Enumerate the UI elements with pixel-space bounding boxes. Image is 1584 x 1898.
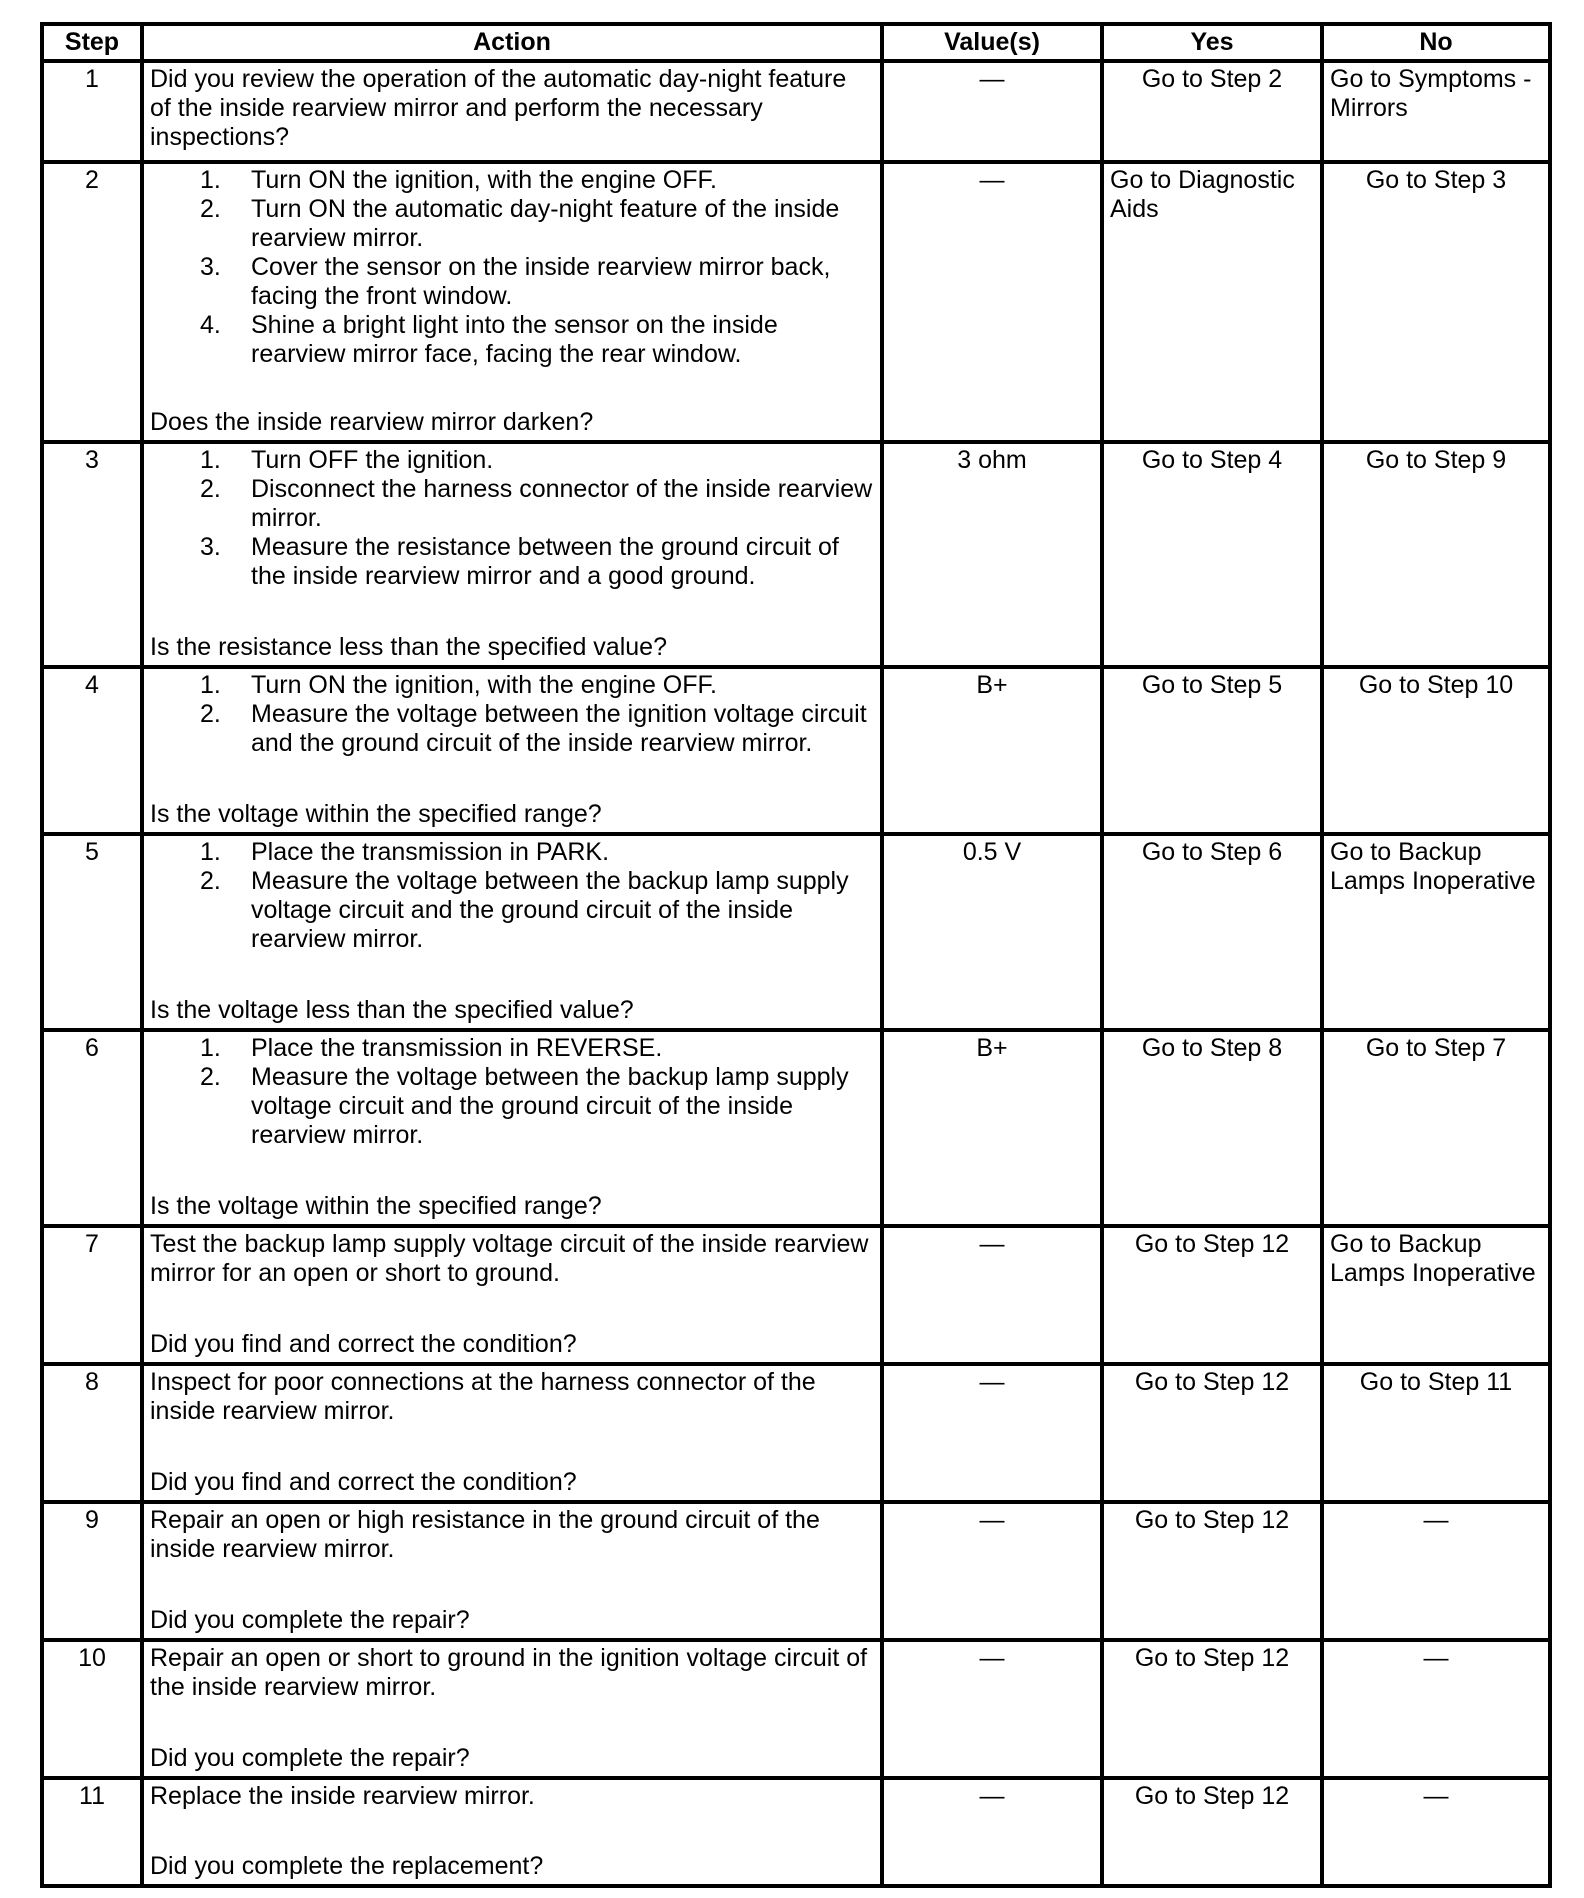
no-cell: Go to Symptoms - Mirrors [1322,61,1550,162]
action-question: Is the resistance less than the specified value? [150,633,667,661]
action-text: Did you review the operation of the automatic day-night feature of the inside rearview mirror and perform the necessary inspections? [150,65,847,151]
header-row [42,24,1550,61]
no-cell: — [1322,1778,1550,1886]
action-steps [150,1034,874,1150]
no-cell: Go to Backup Lamps Inoperative [1322,834,1550,1030]
table-row [42,1226,1550,1364]
action-steps [150,166,874,369]
yes-cell: Go to Step 12 [1102,1502,1322,1640]
action-step: 1. Place the transmission in REVERSE. [200,1034,663,1062]
action-step: 1. Turn ON the ignition, with the engine OFF. [200,166,717,194]
action-cell [142,1364,882,1502]
table-row [42,1030,1550,1226]
action-question: Did you complete the repair? [150,1606,470,1634]
action-text: Repair an open or short to ground in the ignition voltage circuit of the inside rearview mirror. [150,1644,868,1701]
action-question: Did you find and correct the condition? [150,1468,577,1496]
header-values: Value(s) [882,24,1102,61]
header-action: Action [142,24,882,61]
action-text: Inspect for poor connections at the harness connector of the inside rearview mirror. [150,1368,816,1425]
action-cell [142,1778,882,1886]
action-step: 3. Cover the sensor on the inside rearview mirror back, facing the front window. [200,253,831,310]
no-cell: — [1322,1502,1550,1640]
action-steps [150,446,874,591]
table-row [42,1364,1550,1502]
step-number: 10 [42,1640,142,1778]
action-text: Test the backup lamp supply voltage circuit of the inside rearview mirror for an open or short to ground. [150,1230,869,1287]
step-number: 6 [42,1030,142,1226]
table-row [42,667,1550,834]
action-question: Is the voltage within the specified range? [150,1192,602,1220]
action-steps [150,671,874,758]
value-cell: — [882,1640,1102,1778]
action-question: Does the inside rearview mirror darken? [150,408,594,436]
no-cell: Go to Step 10 [1322,667,1550,834]
step-number: 9 [42,1502,142,1640]
table-row [42,61,1550,162]
action-step: 2. Disconnect the harness connector of the inside rearview mirror. [200,475,873,532]
action-step: 1. Turn OFF the ignition. [200,446,494,474]
no-cell: — [1322,1640,1550,1778]
yes-cell: Go to Step 2 [1102,61,1322,162]
step-number: 5 [42,834,142,1030]
no-cell: Go to Step 9 [1322,442,1550,667]
action-cell [142,1640,882,1778]
table-row [42,834,1550,1030]
action-step: 4. Shine a bright light into the sensor on the inside rearview mirror face, facing the rear window. [200,311,778,368]
action-text: Replace the inside rearview mirror. [150,1782,535,1810]
step-number: 1 [42,61,142,162]
action-question: Is the voltage less than the specified value? [150,996,634,1024]
yes-cell: Go to Step 8 [1102,1030,1322,1226]
table-row [42,162,1550,442]
table-row [42,1502,1550,1640]
value-cell: — [882,1778,1102,1886]
action-cell [142,1030,882,1226]
table-row [42,442,1550,667]
action-step: 2. Turn ON the automatic day-night feature of the inside rearview mirror. [200,195,840,252]
action-cell [142,442,882,667]
yes-cell: Go to Step 6 [1102,834,1322,1030]
action-cell [142,1502,882,1640]
value-cell: — [882,61,1102,162]
header-yes: Yes [1102,24,1322,61]
action-cell [142,667,882,834]
yes-cell: Go to Step 12 [1102,1364,1322,1502]
action-step: 3. Measure the resistance between the ground circuit of the inside rearview mirror and a good ground. [200,533,839,590]
step-number: 8 [42,1364,142,1502]
no-cell: Go to Backup Lamps Inoperative [1322,1226,1550,1364]
action-step: 2. Measure the voltage between the backup lamp supply voltage circuit and the ground circuit of the inside rearview mirror. [200,1063,849,1149]
value-cell: B+ [882,667,1102,834]
diagnostic-table [40,22,1552,1888]
action-question: Did you complete the repair? [150,1744,470,1772]
action-question: Did you complete the replacement? [150,1852,544,1880]
action-cell [142,1226,882,1364]
step-number: 7 [42,1226,142,1364]
action-question: Is the voltage within the specified range? [150,800,602,828]
step-number: 3 [42,442,142,667]
yes-cell: Go to Step 12 [1102,1778,1322,1886]
action-step: 2. Measure the voltage between the backup lamp supply voltage circuit and the ground circuit of the inside rearview mirror. [200,867,849,953]
action-question: Did you find and correct the condition? [150,1330,577,1358]
yes-cell: Go to Diagnostic Aids [1102,162,1322,442]
no-cell: Go to Step 3 [1322,162,1550,442]
table-row [42,1640,1550,1778]
value-cell: 3 ohm [882,442,1102,667]
yes-cell: Go to Step 12 [1102,1226,1322,1364]
action-step: 1. Place the transmission in PARK. [200,838,610,866]
action-text: Repair an open or high resistance in the ground circuit of the inside rearview mirror. [150,1506,820,1563]
value-cell: — [882,1364,1102,1502]
yes-cell: Go to Step 5 [1102,667,1322,834]
header-step: Step [42,24,142,61]
yes-cell: Go to Step 4 [1102,442,1322,667]
header-no: No [1322,24,1550,61]
action-cell [142,61,882,162]
no-cell: Go to Step 7 [1322,1030,1550,1226]
step-number: 4 [42,667,142,834]
value-cell: — [882,1226,1102,1364]
action-cell [142,162,882,442]
value-cell: 0.5 V [882,834,1102,1030]
action-step: 2. Measure the voltage between the ignition voltage circuit and the ground circuit of the inside rearview mirror. [200,700,867,757]
no-cell: Go to Step 11 [1322,1364,1550,1502]
step-number: 11 [42,1778,142,1886]
action-steps [150,838,874,954]
value-cell: B+ [882,1030,1102,1226]
action-step: 1. Turn ON the ignition, with the engine OFF. [200,671,717,699]
value-cell: — [882,162,1102,442]
value-cell: — [882,1502,1102,1640]
action-cell [142,834,882,1030]
table-row [42,1778,1550,1886]
yes-cell: Go to Step 12 [1102,1640,1322,1778]
step-number: 2 [42,162,142,442]
